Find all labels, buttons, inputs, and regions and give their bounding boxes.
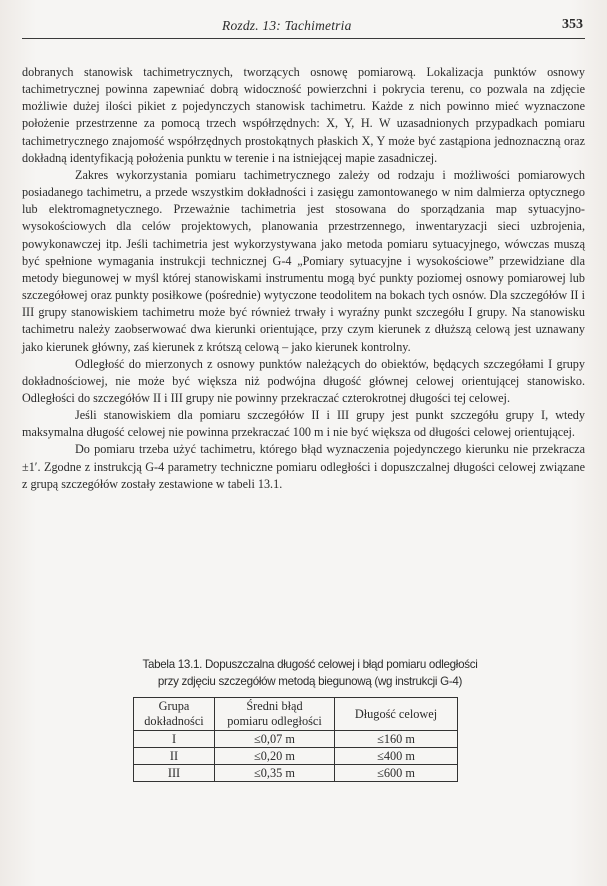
table-caption [60, 656, 560, 690]
table-row [134, 731, 458, 748]
table-row [134, 765, 458, 782]
column-header-line: dokładności [144, 714, 204, 728]
table-caption-line: Tabela 13.1. Dopuszczalna długość celowej i błąd pomiaru odległości [142, 658, 478, 671]
paragraph: dobranych stanowisk tachimetrycznych, tworzących osnowę pomiarową. Lokalizacja punktów osnowy tachimetrycznej powinna zapewniać dobrą widoczność powierzchni i pokrycia terenu, co pozwala na zdjęcie możliwie dużej ilości pikiet z pojedynczych stanowisk tachimetru. Każde z nich powinno mieć wyznaczone położenie przestrzenne za pomocą trzech współrzędnych: X, Y, H. W uzasadnionych przypadkach pomiaru tachimetrycznego znajomość współrzędnych prostokątnych płaskich X, Y może być zastąpiona jednoznaczną oraz dokładną identyfikacją położenia punktu w terenie i na istniejącej mapie zasadniczej. [22, 65, 585, 165]
cell-length: ≤160 m [335, 731, 458, 748]
page-number: 353 [562, 17, 583, 32]
column-header-line: pomiaru odległości [227, 714, 322, 728]
cell-group: III [134, 765, 215, 782]
table-header-row [134, 698, 458, 731]
paragraph: Odległość do mierzonych z osnowy punktów należących do obiektów, będących szczegółami I grupy dokładnościowej, nie może być większa niż podwójna długość głównej celowej orientującej stanowisko. Odległości do szczegółów II i III grupy nie powinny przekraczać czterokrotnej długości tej celowej. [22, 356, 585, 405]
cell-error: ≤0,35 m [215, 765, 335, 782]
paragraph: Do pomiaru trzeba użyć tachimetru, którego błąd wyznaczenia pojedynczego kierunku nie przekracza ±1′. Zgodne z instrukcją G-4 parametry techniczne pomiaru odległości i dopuszczalnej długości celowej związane z grupą szczegółów zostały zestawione w tabeli 13.1. [22, 442, 585, 491]
column-header-group [134, 698, 215, 731]
table-row [134, 748, 458, 765]
cell-error: ≤0,20 m [215, 748, 335, 765]
data-table [133, 697, 458, 782]
column-header-line: Grupa [158, 699, 190, 713]
paragraph: Zakres wykorzystania pomiaru tachimetrycznego zależy od rodzaju i możliwości pomiarowych posiadanego tachimetru, a przede wszystkim dokładności i zasięgu zamontowanego w nim dalmierza optycznego lub elektromagnetycznego. Przeważnie tachimetria jest stosowana do sporządzania map sytuacyjno-wysokościowych dla celów projektowych, planowania przestrzennego, inwentaryzacji sieci uzbrojenia, powykonawczej itp. Jeśli tachimetria jest wykorzystywana jako metoda pomiaru sytuacyjnego, wówczas muszą być spełnione wymagania instrukcji technicznej G-4 „Pomiary sytuacyjne i wysokościowe” przewidziane dla metody biegunowej w myśl której stanowiskami instrumentu mogą być punkty poziomej osnowy pomiarowej lub szczegółowej oraz punkty posiłkowe (pośrednie) wytyczone teodolitem na bokach tych osnów. Dla szczegółów II i III grupy stanowiskiem tachimetru może być również trwały i wyraźny punkt szczegółu I grupy. Na stanowisku tachimetru należy zaobserwować dwa kierunki orientujące, przy czym kierunek z dłuższą celową jest uznawany jako kierunek główny, zaś kierunek z krótszą celową – jako kierunek kontrolny. [22, 167, 585, 354]
column-header-line: Średni błąd [246, 699, 303, 713]
paragraph: Jeśli stanowiskiem dla pomiaru szczegółów II i III grupy jest punkt szczegółu grupy I, wtedy maksymalna długość celowej nie powinna przekraczać 100 m i nie być większa od długości celowej orientującej. [22, 408, 585, 440]
cell-length: ≤400 m [335, 748, 458, 765]
running-head: Rozdz. 13: Tachimetria [222, 18, 352, 33]
cell-group: II [134, 748, 215, 765]
column-header-length: Długość celowej [335, 698, 458, 731]
column-header-error [215, 698, 335, 731]
cell-error: ≤0,07 m [215, 731, 335, 748]
table-caption-line: przy zdjęciu szczegółów metodą biegunową (wg instrukcji G-4) [157, 675, 463, 688]
page-header [22, 14, 585, 39]
body-text [22, 64, 585, 493]
cell-length: ≤600 m [335, 765, 458, 782]
cell-group: I [134, 731, 215, 748]
